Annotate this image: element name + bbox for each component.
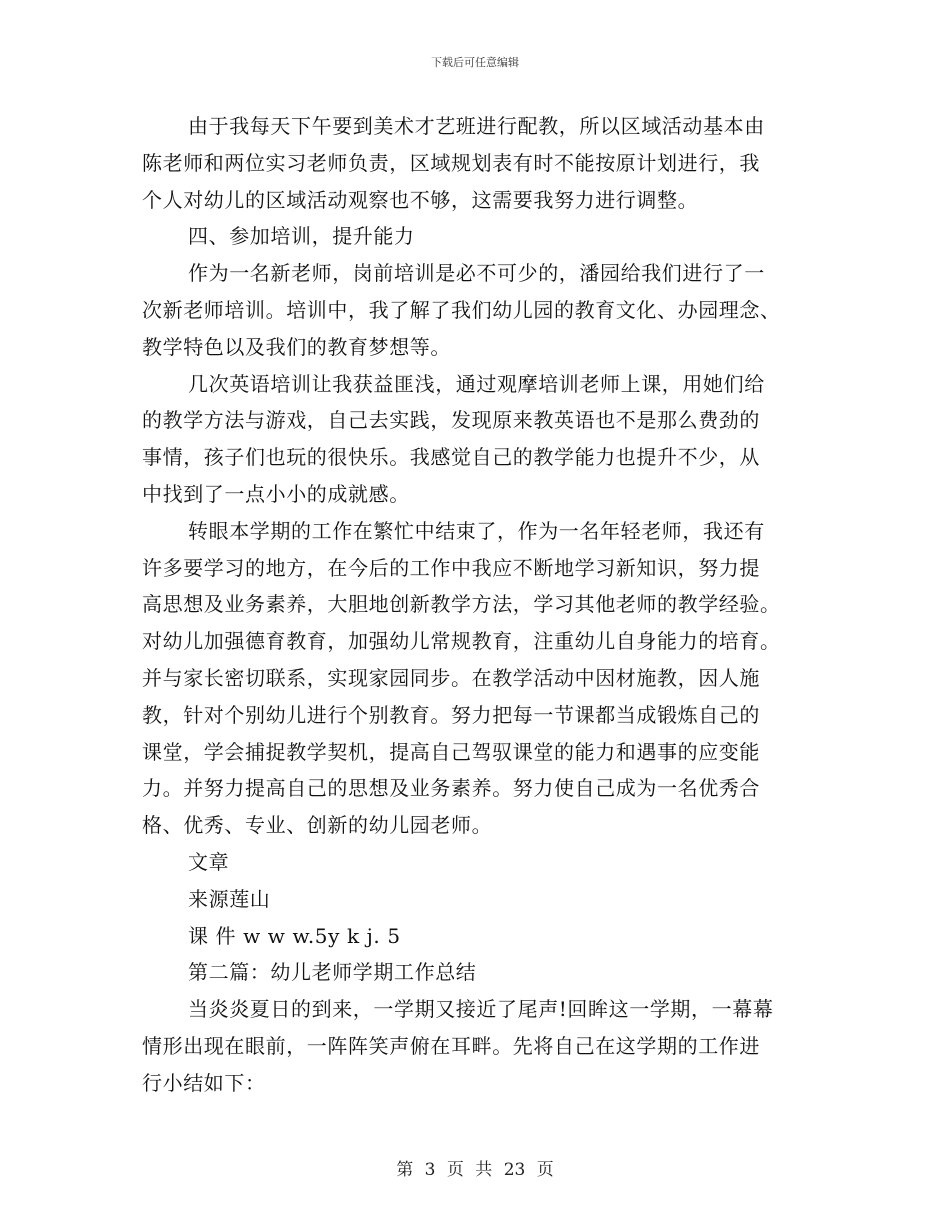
text-line: 并与家长密切联系，实现家园同步。在教学活动中因材施教，因人施	[142, 665, 760, 690]
text-line: 当炎炎夏日的到来，一学期又接近了尾声!回眸这一学期，一幕幕	[188, 997, 774, 1022]
text-line: 作为一名新老师，岗前培训是必不可少的，潘园给我们进行了一	[188, 261, 765, 286]
text-line: 情形出现在眼前，一阵阵笑声俯在耳畔。先将自己在这学期的工作进	[142, 1033, 760, 1058]
text-line: 转眼本学期的工作在繁忙中结束了，作为一名年轻老师，我还有	[188, 518, 765, 543]
text-line: 来源莲山	[188, 886, 271, 911]
text-line: 次新老师培训。培训中，我了解了我们幼儿园的教育文化、办园理念、	[142, 297, 781, 322]
text-line: 中找到了一点小小的成就感。	[142, 481, 410, 506]
text-line: 课堂，学会捕捉教学契机，提高自己驾驭课堂的能力和遇事的应变能	[142, 739, 760, 764]
text-line: 教学特色以及我们的教育梦想等。	[142, 334, 451, 359]
text-line: 格、优秀、专业、创新的幼儿园老师。	[142, 813, 493, 838]
text-line: 课 件 w w w.5y k j. 5	[188, 923, 401, 948]
text-line: 由于我每天下午要到美术才艺班进行配教，所以区域活动基本由	[188, 114, 765, 138]
text-line: 力。并努力提高自己的思想及业务素养。努力使自己成为一名优秀合	[142, 776, 760, 801]
text-line: 许多要学习的地方，在今后的工作中我应不断地学习新知识，努力提	[142, 555, 760, 580]
text-line: 四、参加培训，提升能力	[188, 224, 415, 249]
text-line: 对幼儿加强德育教育，加强幼儿常规教育，注重幼儿自身能力的培育。	[142, 629, 781, 654]
text-line: 行小结如下：	[142, 1070, 266, 1095]
text-line: 的教学方法与游戏，自己去实践，发现原来教英语也不是那么费劲的	[142, 408, 760, 433]
document-body	[142, 108, 814, 1102]
text-line: 几次英语培训让我获益匪浅，通过观摩培训老师上课，用她们给	[188, 371, 765, 396]
text-line: 高思想及业务素养，大胆地创新教学方法，学习其他老师的教学经验。	[142, 592, 781, 617]
text-line: 文章	[188, 849, 230, 874]
text-line: 个人对幼儿的区域活动观察也不够，这需要我努力进行调整。	[142, 187, 699, 212]
text-line: 陈老师和两位实习老师负责，区域规划表有时不能按原计划进行，我	[142, 150, 760, 175]
text-line: 教，针对个别幼儿进行个别教育。努力把每一节课都当成锻炼自己的	[142, 702, 760, 727]
text-line: 事情，孩子们也玩的很快乐。我感觉自己的教学能力也提升不少，从	[142, 445, 760, 470]
page-footer: 第 3 页 共 23 页	[396, 1160, 554, 1180]
text-line: 第二篇：幼儿老师学期工作总结	[188, 960, 477, 985]
page-header: 下载后可任意编辑	[431, 56, 519, 69]
